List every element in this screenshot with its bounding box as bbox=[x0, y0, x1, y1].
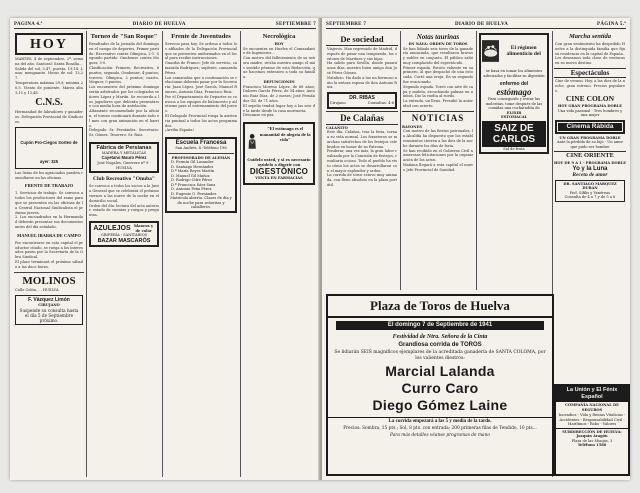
frente-trabajo: FRENTE DE TRABAJO bbox=[24, 183, 74, 189]
molinos-text: Calle Colón, ... HUELVA bbox=[15, 287, 59, 292]
receta-title: Receta de amor bbox=[572, 171, 608, 178]
staff-item: D. Fermín Gil Lasandre bbox=[171, 160, 214, 165]
toros-footer: Para más detalles véanse programas de mano bbox=[390, 432, 490, 438]
ribas-ad bbox=[327, 92, 397, 109]
left-masthead bbox=[14, 21, 316, 29]
cns-title: C.N.S. bbox=[35, 97, 63, 109]
masthead-page: PAGINA 4.ª bbox=[14, 22, 43, 27]
left-col-4: Necrológica HOY Se encuentra en Huelva el Comandante de Ingenieros... Con motivo del fallecimiento de su señora madre, reciba nuestro amigo el más sentido pésame de esta Redacción, que hacemos extensivo a toda su familia. DEFUNCIONES Francisco Moreno López, de 68 años; Dolores García Pérez, de 54 años; Antonio Ruiz Díaz, de 2 meses; José Fernández Gil, de 71 años. El sepelio tendrá lugar hoy a las seis de la tarde desde la casa mortuoria. Descanse en paz. "El estómago es el manantial de alegría de la vida" Cuídelo usted, y si es necesario ayúdelo a digerir con DIGESTÓNICO VENTA EN FARMACIAS bbox=[242, 31, 316, 477]
persianas-ad: Fábrica de Persianas MADERA Y METÁLICAS Cayetano Mauro Pérez José Nogales, Guerrero nº 9 - HUELVA bbox=[89, 142, 159, 174]
masthead-paper: DIARIO DE HUELVA bbox=[455, 22, 509, 27]
right-col-1: De sociedad Viajeros. Han regresado de Madrid, después de pasar una temporada, los señores de Martínez y sus hijas. Ha salido para Sevilla, donde pasará unos días, nuestro buen amigo don José Pérez Gómez. Natalicio. Ha dado a luz un hermoso niño la señora esposa de don Antonio Ruiz. DR. RIBAS Cirujano Consultas: 4-6 De Calañas CALAÑITO Este día, Calañas, tras la feria, torna a su vida normal. Los forasteros se marchan satisfechos de los festejos celebrados en honor de su Patrona. Ponderar, una vez más, la gran labor realizada por la Comisión de festejos, resultaría ocioso. Todo el pueblo ha visto cómo los actos se desarrollaron con el mayor esplendor y orden. La corrida de toros estuvo muy animada, con lleno absoluto en la plaza portátil. bbox=[326, 34, 397, 187]
toros-title: Plaza de Toros de Huelva bbox=[328, 296, 552, 318]
union-title: La Unión y El Fénix Español bbox=[556, 386, 628, 402]
masthead-date: SEPTIEMBRE 7 bbox=[326, 22, 367, 27]
ribas-title: DR. RIBAS bbox=[349, 95, 375, 102]
staff-item: D. Santiago Hernández bbox=[171, 164, 214, 169]
vazquez-ad bbox=[15, 295, 83, 325]
cupon-box: Cupón Pro-Ciegos Sorteo de ayer: 325 bbox=[15, 127, 83, 169]
elixir-top: ELIXIR bbox=[506, 110, 522, 115]
necro-head: HOY bbox=[274, 42, 284, 46]
saiz-brand: SAIZ DE CARLOS bbox=[482, 121, 546, 147]
left-col-2: Torneo de "San Roque" Resultados de la jornada del domingo en el campo de deportes. Primer partido: Recreativo contra Olímpica, 2-1. Segundo partido: Onubense contra Moguer, 3-0. Clasificación: Primero, Recreativo, 6 puntos; segundo, Onubense, 4 puntos; tercero, Olímpica, 2 puntos; cuarto, Moguer, 0 puntos. Los encuentros del próximo domingo serán arbitrados por los colegiados señores López y Martín. Se recuerda a los jugadores que deberán presentarse con media hora de antelación. Altamente recomendado por la afición, el torneo continuará durante todo el mes con gran animación en el barrio. Delegado: Sr. Fernández. Secretario: Sr. Gómez. Tesorero: Sr. Ruiz. Fábrica de Persianas MADERA Y METÁLICAS Cayetano Mauro Pérez José Nogales, Guerrero nº 9 - HUELVA Club Recreativo "Onuba" Se convoca a todos los socios a la Junta General que se celebrará el próximo viernes a las nueve de la noche en el domicilio social. Orden del día: lectura del acta anterior, estado de cuentas y ruegos y preguntas. AZULEJOS blancos y de color GRIFERÍA - SANITARIOS BAZAR MASCARÓS bbox=[88, 31, 160, 477]
cine-oriente-title: CINE ORIENTE bbox=[554, 151, 626, 160]
cinema-rabida-sub: UN GRAN PROGRAMA DOBLE bbox=[559, 135, 621, 140]
digestonico-ad bbox=[243, 122, 315, 185]
bullfighter-3: Diego Gómez Laine bbox=[372, 397, 508, 413]
right-col-2: Notas taurinas EN NAVA: ORDEN DE TOROS Se han lidiado seis toros de la ganadería anunciada, que resultaron bravos y nobles en conjunto. El público salió muy complacido del espectáculo. Primer espada. Estuvo valiente en su primero, al que despachó de una estocada. Cortó una oreja. En su segundo fue ovacionado. Segundo espada. Toreó con arte de capa y muleta, escuchando palmas en ambos. Dio la vuelta al ruedo. La entrada, un lleno. Presidió la autoridad con acierto. NOTICIAS RAYONES Con motivo de las fiestas patronales, la Alcaldía ha dispuesto que los establecimientos cierren a las diez de la noche durante los días de feria. Se han recibido en el Gobierno Civil numerosas felicitaciones por la organización de los actos. Mañana llegará a esta capital el nuevo Jefe Provincial de Sanidad. bbox=[402, 33, 473, 172]
vazquez-sub: CIRUJANO bbox=[38, 303, 60, 308]
toros-corrida: Grandiosa corrida de TOROS bbox=[398, 342, 482, 348]
calanas-title: De Calañas bbox=[326, 111, 398, 125]
staff-list bbox=[168, 160, 234, 196]
digestonico-brand: DIGESTÓNICO bbox=[249, 167, 309, 177]
bazar-name: BAZAR MASCARÓS bbox=[97, 237, 151, 244]
ribas-hours: Consultas: 4-6 bbox=[367, 101, 394, 106]
necro-text: Se encuentra en Huelva el Comandante de Ingenieros... bbox=[243, 46, 315, 56]
toros-prices: Precios: Sombra, 15 pts.; Sol, 8 pts. con entrada; 200 primeras filas de Tendido, 10 pts... bbox=[343, 426, 537, 431]
dr-marquez-hours: Consulta de 4 a 7 y de 5 a 6 bbox=[564, 195, 616, 200]
torneo-title: Torneo de "San Roque" bbox=[90, 33, 158, 40]
azulejos-ad: AZULEJOS blancos y de color GRIFERÍA - SANITARIOS BAZAR MASCARÓS bbox=[89, 221, 159, 247]
azulejos-sub: blancos y de color bbox=[134, 224, 154, 233]
cine-colon-sub: HOY GRAN PROGRAMA DOBLE bbox=[558, 104, 622, 109]
cinema-rabida-title: Cinema Rábida bbox=[558, 123, 622, 131]
toros-ad bbox=[326, 294, 554, 476]
escuela-ad: Escuela Francesa San Andrés, 4.-Teléfono 196 PROFESORADO DE ALEMÁN D. Fermín Gil Lasandre D. Santiago Hernández D.ª María Reyes Martín D. Manuel Gil Muñoz D. Rodrigo Cifre Pérez D.ª Francisca Sáez Sanz D. Antonio Peña Pérez D. Eugenio G. Fernández Matrícula abierta. Clases de día y de noche para señoritas y caballeros. bbox=[165, 137, 237, 213]
escuela-sub: San Andrés, 4.-Teléfono 196 bbox=[175, 146, 227, 151]
cine-oriente-sub: HOY DE 9 A 1 - PROGRAMA DOBLE bbox=[554, 161, 626, 166]
cine-colon-title: CINE COLON bbox=[565, 94, 615, 104]
toros-fest: Festividad de Ntra. Señora de la Cinta bbox=[392, 334, 488, 340]
azulejos-word: AZULEJOS bbox=[93, 224, 131, 232]
right-col-3 bbox=[478, 31, 550, 290]
necrologica-title: Necrológica bbox=[262, 33, 296, 40]
digestonico-foot: VENTA EN FARMACIAS bbox=[255, 176, 303, 181]
toros-time: La corrida empezará a las 5 y media de la tarde. bbox=[328, 417, 552, 425]
enfermo-text: enfermo del bbox=[499, 81, 529, 87]
staff-item: D. Rodrigo Cifre Pérez bbox=[171, 178, 213, 183]
noticias-title: NOTICIAS bbox=[402, 111, 474, 124]
toros-date: El domingo 7 de Septiembre de 1941 bbox=[336, 321, 544, 330]
elixir-tag: ESTOMACAL bbox=[500, 115, 528, 119]
sal-fruta: Sal de fruta bbox=[503, 146, 525, 151]
club-title: Club Recreativo "Onuba" bbox=[93, 176, 155, 183]
persianas-owner: Cayetano Mauro Pérez bbox=[101, 155, 147, 161]
digestonico-quote: "El estómago es el manantial de alegría de la vida" bbox=[259, 126, 311, 142]
calanas-author: CALAÑITO bbox=[326, 125, 348, 130]
union-line2: SUBDIRECCIÓN DE HUELVA: Joaquín Aragón bbox=[556, 428, 628, 439]
union-fenix-ad bbox=[554, 384, 630, 476]
union-sub: COMPAÑÍA NACIONAL DE SEGUROS bbox=[565, 403, 619, 412]
right-col-4: Marcha sentida Con gran sentimiento ha despedido Huelva a la distinguida familia que fija su residencia en la capital de España. Les deseamos toda clase de venturas en su nuevo destino. Espectáculos Cine de verano. Hoy, a las diez de la noche, gran estreno. Precios populares. CINE COLON HOY GRAN PROGRAMA DOBLE Una vida pasional - Tres hombres y una mujer Cinema Rábida UN GRAN PROGRAMA DOBLE Ante la pérdida de su hijo - Un amor que pudo ser hombre CINE ORIENTE HOY DE 9 A 1 - PROGRAMA DOBLE Yo y la Luna Receta de amor DR. SANTIAGO MARQUEZ DURÁN Piel, Sífilis y Venéreas Consulta de 4 a 7 y de 5 a 6 bbox=[554, 31, 626, 477]
staff-item: D.ª Francisca Sáez Sanz bbox=[171, 182, 216, 187]
union-line3: Plaza de las Monjas, 3 bbox=[571, 438, 613, 443]
molinos-title: MOLINOS bbox=[22, 274, 76, 287]
fdj-title: Frente de Juventudes bbox=[171, 33, 231, 40]
defunciones-head: DEFUNCIONES bbox=[263, 80, 295, 85]
newspaper-spread bbox=[10, 18, 630, 480]
staff-item: D. Eugenio G. Fernández bbox=[171, 191, 217, 196]
espectaculos-title: Espectáculos bbox=[554, 68, 626, 78]
regimen-ad: El régimen alimenticio del se basa en tomar los alimentos adecuados y facilitar su digestión enfermo del estómago Para conseguirlo y evitar las molestias, tome después de las comidas una cucharadita de ELIXIR ESTOMACAL SAIZ DE CARLOS Sal de fruta bbox=[479, 33, 549, 154]
staff-item: D.ª María Reyes Martín bbox=[171, 169, 215, 174]
persianas-addr: José Nogales, Guerrero nº 9 - HUELVA bbox=[97, 161, 151, 170]
ibarra-head: MANUEL IBARRA DE CAMPO bbox=[17, 232, 81, 238]
toros-cattle: Se lidiarán SEIS magníficos ejemplares de la acreditada ganadería de SANTA COLOMA, por los valientes diestros: bbox=[334, 350, 546, 361]
masthead-date: SEPTIEMBRE 7 bbox=[275, 22, 316, 27]
noticias-sub: RAYONES bbox=[402, 124, 422, 129]
regimen-title: El régimen alimenticio del bbox=[506, 44, 541, 57]
hoy-intro: MARTES, 4 de septiembre, 2ª. semana del año. Santoral: Santa Rosalía... bbox=[15, 57, 83, 66]
left-col-1: HOY MARTES, 4 de septiembre, 2ª. semana del año. Santoral: Santa Rosalía... Salida del sol, 5,47; puesta, 19,14. Luna: menguante. Horas de sol: 13,27. Temperatura máxima 29,8; mínima 20,5. Viento de poniente. Marea alta 1,15 y 13,48. C.N.S. Hermandad de labradores y ganaderos. Delegación Provincial de Sindicatos. Cupón Pro-Ciegos Sorteo de ayer: 325 Las listas de los agraciados pueden consultarse en las oficinas. FRENTE DE TRABAJO 1. Servicios de trabajo. Se convoca a todos los productores del ramo para que se presenten en las oficinas de la Central Nacional Sindicalista el próximo jueves. 2. Los encuadrados en la Hermandad deberán presentar sus documentos antes del día señalado. MANUEL IBARRA DE CAMPO Por encontrarse en esta capital el productor citado, se ruega a los interesados pasen por la Secretaría de la Obra Sindical. El plazo terminará el próximo sábado a las doce horas. MOLINOS Calle Colón, ... HUELVA F. Vázquez Limón CIRUJANO Suspende su consulta hasta el día 5 de Septiembre próximo. bbox=[14, 31, 84, 477]
union-line1: Incendios - Vida y Rentas Vitalicias - Accidentes - Responsabilidad Civil - Marítimos - Robo - Valores bbox=[558, 413, 626, 426]
left-col-3: Frente de Juventudes Servicio para hoy. Se ordena a todos los afiliados de la Delegación Provincial que se presenten uniformados en el local para recibir instrucciones. Guardia de Franco: Jefe de servicio, camarada Rodríguez; suplente, camarada Pérez. Los camaradas que a continuación se relacionan deberán pasar por la Secretaría: Juan López, José García, Manuel Romero, Antonio Díaz, Francisco Ruiz. Por el Departamento de Deportes se convoca a los equipos de baloncesto y atletismo para el entrenamiento del jueves. El Delegado Provincial ruega la asistencia puntual a todos los actos programados. ¡Arriba España! Escuela Francesa San Andrés, 4.-Teléfono 196 PROFESORADO DE ALEMÁN D. Fermín Gil Lasandre D. Santiago Hernández D.ª María Reyes Martín D. Manuel Gil Muñoz D. Rodrigo Cifre Pérez D.ª Francisca Sáez Sanz D. Antonio Peña Pérez D. Eugenio G. Fernández Matrícula abierta. Clases de día y de noche para señoritas y caballeros. bbox=[164, 31, 238, 477]
cinema-rabida-box bbox=[555, 120, 625, 134]
taurinas-sub: EN NAVA: ORDEN DE TOROS bbox=[408, 42, 468, 46]
film-title: Yo y la Luna bbox=[572, 165, 608, 172]
left-page bbox=[10, 18, 320, 480]
ribas-sub: Cirujano bbox=[330, 101, 346, 106]
bullfighter-2: Curro Caro bbox=[401, 380, 479, 396]
right-masthead bbox=[326, 21, 626, 29]
prof-title: PROFESORADO DE ALEMÁN bbox=[171, 155, 231, 160]
vazquez-name: F. Vázquez Limón bbox=[28, 297, 70, 304]
union-phone: Teléfono 1580 bbox=[577, 443, 607, 447]
marcha-title: Marcha sentida bbox=[568, 33, 612, 40]
taurinas-title: Notas taurinas bbox=[416, 33, 460, 41]
man-figure-icon bbox=[247, 126, 257, 156]
hoy-title: HOY bbox=[30, 37, 68, 52]
dr-marquez-box: DR. SANTIAGO MARQUEZ DURÁN Piel, Sífilis y Venéreas Consulta de 4 a 7 y de 5 a 6 bbox=[555, 180, 625, 202]
staff-item: D. Manuel Gil Muñoz bbox=[171, 173, 210, 178]
bullfighter-1: Marcial Lalanda bbox=[385, 363, 495, 379]
persianas-title: Fábrica de Persianas bbox=[96, 144, 152, 151]
vazquez-text: Suspende su consulta hasta el día 5 de Septiembre próximo. bbox=[19, 307, 79, 324]
digestonico-sub: Cuídelo usted, y si es necesario ayúdelo a digerir con bbox=[247, 158, 311, 167]
masthead-paper: DIARIO DE HUELVA bbox=[132, 22, 186, 27]
dr-marquez-name: DR. SANTIAGO MARQUEZ DURÁN bbox=[563, 181, 617, 191]
sociedad-title: De sociedad bbox=[326, 33, 398, 46]
right-page bbox=[322, 18, 630, 480]
food-bowl-icon bbox=[482, 36, 499, 66]
staff-item: D. Antonio Peña Pérez bbox=[171, 187, 212, 192]
escuela-title: Escuela Francesa bbox=[175, 140, 227, 147]
estomago-text: estómago bbox=[496, 87, 532, 97]
masthead-page: PÁGINA 5.ª bbox=[597, 22, 626, 27]
